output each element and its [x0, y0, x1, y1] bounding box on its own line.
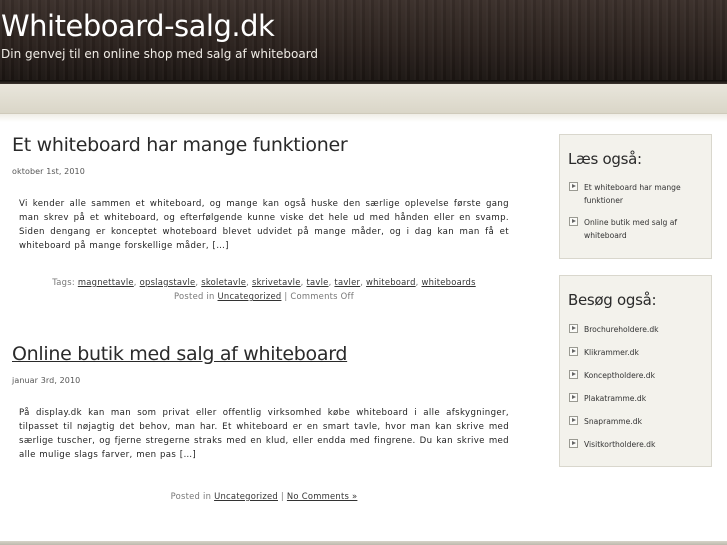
site-description: Din genvej til en online shop med salg af whiteboard [1, 47, 319, 61]
tags-label: Tags: [52, 277, 75, 287]
nav-bar [0, 84, 727, 114]
post-date: oktober 1st, 2010 [12, 167, 85, 176]
widget-link[interactable]: Brochureholdere.dk [584, 325, 659, 334]
widget-link[interactable]: Online butik med salg af whiteboard [584, 218, 678, 240]
list-item[interactable] [569, 438, 711, 451]
arrow-right-icon [569, 182, 578, 191]
tag-link[interactable]: magnettavle [77, 277, 134, 287]
widget-link[interactable]: Snapramme.dk [584, 417, 642, 426]
meta-separator: | [284, 291, 288, 301]
tag-link[interactable]: tavler [334, 277, 361, 287]
arrow-right-icon [569, 324, 578, 333]
tag-link[interactable]: whiteboards [421, 277, 476, 287]
list-item[interactable] [569, 415, 711, 428]
tag-link[interactable]: whiteboard [366, 277, 416, 287]
category-link[interactable]: Uncategorized [214, 491, 278, 501]
arrow-right-icon [569, 416, 578, 425]
post-meta [12, 489, 516, 503]
posted-in-label: Posted in [174, 291, 215, 301]
widget-link[interactable]: Visitkortholdere.dk [584, 440, 656, 449]
site-header [0, 0, 727, 82]
post-meta [12, 289, 516, 303]
widget-link[interactable]: Klikrammer.dk [584, 348, 639, 357]
content-top-shade [0, 114, 727, 122]
widget-title: Læs også: [568, 150, 642, 168]
post-tags: Tags: magnettavle, opslagstavle, skoletavle, skrivetavle, tavle, tavler, whiteboard, whiteboards [52, 277, 476, 287]
list-item[interactable] [569, 392, 711, 405]
post [12, 134, 516, 303]
list-item[interactable] [569, 181, 711, 207]
category-link[interactable]: Uncategorized [217, 291, 282, 301]
arrow-right-icon [569, 439, 578, 448]
list-item[interactable] [569, 323, 711, 336]
widget-link[interactable]: Plakatramme.dk [584, 394, 647, 403]
widget-title: Besøg også: [568, 291, 657, 309]
footer-divider [0, 541, 727, 545]
site-title[interactable]: Whiteboard-salg.dk [1, 9, 275, 43]
arrow-right-icon [569, 370, 578, 379]
post [12, 343, 516, 503]
arrow-right-icon [569, 217, 578, 226]
widget-link[interactable]: Et whiteboard har mange funktioner [584, 183, 681, 205]
post-title[interactable]: Online butik med salg af whiteboard [12, 343, 348, 365]
tag-link[interactable]: skoletavle [201, 277, 247, 287]
comments-status: Comments Off [290, 291, 354, 301]
list-item[interactable] [569, 216, 711, 242]
arrow-right-icon [569, 393, 578, 402]
tag-link[interactable]: opslagstavle [139, 277, 196, 287]
post-excerpt: På display.dk kan man som privat eller offentlig virksomhed købe whiteboard i alle afskygninger, tilpasset til nøjagtig det behov, man har. Et whiteboard er en smart tavle, hvor man kan skrive med særlige tuscher, og fjerne stregerne straks med en klud, eller endda med fingrene. Du kan skrive med alle mulige slags farver, men pas […] [19, 408, 509, 460]
widget-read-also [559, 134, 712, 259]
widget-link[interactable]: Konceptholdere.dk [584, 371, 656, 380]
tag-link[interactable]: skrivetavle [251, 277, 301, 287]
widget-list [560, 181, 711, 242]
post-date: januar 3rd, 2010 [12, 376, 81, 385]
comments-link[interactable]: No Comments » [286, 491, 358, 501]
meta-separator: | [280, 491, 284, 501]
tag-link[interactable]: tavle [306, 277, 329, 287]
post-title[interactable]: Et whiteboard har mange funktioner [12, 134, 348, 156]
list-item[interactable] [569, 369, 711, 382]
list-item[interactable] [569, 346, 711, 359]
posted-in-label: Posted in [170, 491, 212, 501]
arrow-right-icon [569, 347, 578, 356]
post-excerpt: Vi kender alle sammen et whiteboard, og mange kan også huske den særlige oplevelse første gang man skrev på et whiteboard, og efterfølgende kunne viske det hele ud med hånden eller en svamp. Siden dengang er konceptet whoteboard blevet udvidet på mange måder, og i dag kan man få et whiteboard på mange forskellige måder, […] [19, 199, 509, 251]
widget-visit-also [559, 275, 712, 467]
widget-list [560, 323, 711, 451]
